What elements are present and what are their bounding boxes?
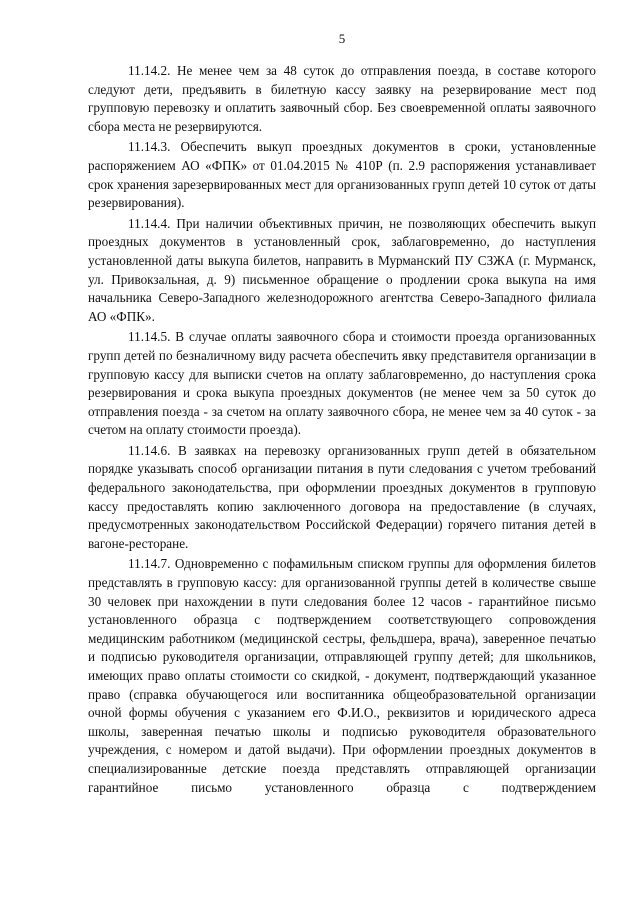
paragraph-number: 11.14.2. <box>128 63 171 78</box>
document-body <box>88 62 596 799</box>
paragraph-number: 11.14.7. <box>128 556 171 572</box>
paragraph-number: 11.14.6. <box>128 442 171 458</box>
paragraph-text: В случае оплаты заявочного сбора и стоимости проезда организованных групп детей по безналичному виду расчета обеспечить явку представителя организации в групповую кассу для выписки счетов на оплату заблаговременно, до наступления срока резервирования и срока выкупа проездных документов (не менее чем за 50 суток до отправления поезда - за счетом на оплату заявочного сбора, не менее чем за 40 суток - за счетом на оплату стоимости проезда). <box>88 329 597 438</box>
paragraph-number: 11.14.5. <box>128 329 171 345</box>
paragraph-text: В заявках на перевозку организованных групп детей в обязательном порядке указывать способ организации питания в пути следования с учетом требований федерального законодательства, при оформлении проездных документов в групповую кассу предоставлять копию заключенного договора на предоставление (в случаях, предусмотренных законодательством Российской Федерации) горячего питания детей в вагоне-ресторане. <box>88 442 597 551</box>
paragraph-11-14-6 <box>88 442 596 554</box>
paragraph-11-14-4 <box>88 215 596 327</box>
paragraph-number: 11.14.3. <box>128 139 171 155</box>
paragraph-text: Обеспечить выкуп проездных документов в сроки, установленные распоряжением АО «ФПК» от 01.04.2015 № 410Р (п. 2.9 распоряжения устанавливает срок хранения зарезервированных мест для организованных групп детей 10 суток от даты резервирования). <box>88 139 596 211</box>
paragraph-text: Одновременно с пофамильным списком группы для оформления билетов представлять в групповую кассу: для организованной группы детей в количестве свыше 30 человек при нахождении в пути следования более 12 часов - гарантийное письмо установленного образца с подтверждением соответствующего сопровождения медицинским работником (медицинской сестры, фельдшера, врача), заверенное печатью и подписью руководителя организации, отправляющей группу детей; для школьников, имеющих право оплаты стоимости со скидкой, - документ, подтверждающий указанное право (справка обучающегося или воспитанника общеобразовательной организации очной формы обучения с указанием его Ф.И.О., реквизитов и юридического адреса школы, заверенная печатью школы и подписью руководителя образовательного учреждения, с номером и датой выдачи). При оформлении проездных документов в специализированные детские поезда представлять отправляющей организации гарантийное письмо установленного образца с подтверждением <box>88 556 596 795</box>
page-number: 5 <box>338 31 346 46</box>
paragraph-11-14-2 <box>88 62 596 136</box>
paragraph-11-14-7 <box>88 555 596 797</box>
paragraph-number: 11.14.4. <box>128 215 171 231</box>
paragraph-11-14-3 <box>88 138 596 212</box>
paragraph-text: При наличии объективных причин, не позволяющих обеспечить выкуп проездных документов в установленный срок, заблаговременно, до наступления установленной даты выкупа билетов, направить в Мурманский ПУ СЗЖА (г. Мурманск, ул. Привокзальная, д. 9) письменное обращение о продлении срока выкупа на имя начальника Северо-Западного железнодорожного агентства Северо-Западного филиала АО «ФПК». <box>88 215 596 324</box>
document-page <box>88 0 596 905</box>
paragraph-text: Не менее чем за 48 суток до отправления поезда, в составе которого следуют дети, предъявить в билетную кассу заявку на резервирование мест под групповую перевозку и оплатить заявочный сбор. Без своевременной оплаты заявочного сбора места не резервируются. <box>88 63 597 134</box>
paragraph-11-14-5 <box>88 328 596 440</box>
